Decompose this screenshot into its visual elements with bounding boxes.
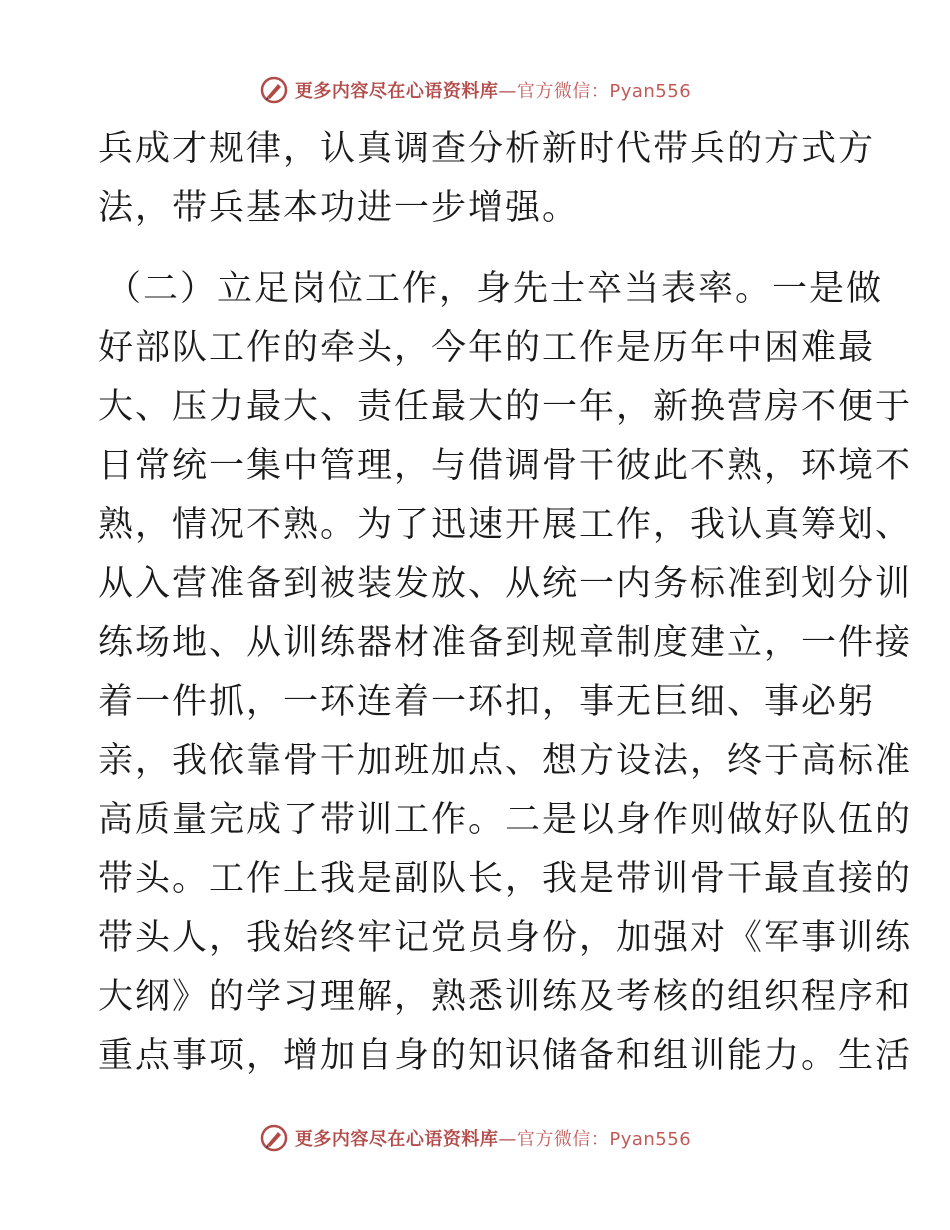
text-line: 日常统一集中管理，与借调骨干彼此不熟，环境不 bbox=[98, 446, 913, 486]
text-line: 亲，我依靠骨干加班加点、想方设法，终于高标准 bbox=[98, 741, 913, 781]
text-line: 带头人，我始终牢记党员身份，加强对《军事训练 bbox=[98, 918, 913, 958]
pen-logo-icon bbox=[259, 1123, 289, 1153]
text-line: 练场地、从训练器材准备到规章制度建立，一件接 bbox=[98, 623, 913, 663]
text-line: 大、压力最大、责任最大的一年，新换营房不便于 bbox=[98, 387, 913, 427]
pen-logo-icon bbox=[259, 75, 289, 105]
text-line: 兵成才规律，认真调查分析新时代带兵的方式方 bbox=[98, 129, 876, 169]
text-line: 着一件抓，一环连着一环扣，事无巨细、事必躬 bbox=[98, 682, 876, 722]
paragraph-1 bbox=[98, 120, 876, 238]
header-banner bbox=[0, 70, 950, 110]
banner-left-text: 更多内容尽在心语资料库 bbox=[294, 81, 499, 102]
banner-separator: — bbox=[498, 1129, 517, 1150]
banner-text bbox=[295, 1125, 691, 1151]
banner-contact-label: 官方微信： bbox=[516, 81, 610, 102]
text-line: 好部队工作的牵头，今年的工作是历年中困难最 bbox=[98, 328, 876, 368]
banner-contact-id: Pyan556 bbox=[609, 81, 692, 102]
text-line: 带头。工作上我是副队长，我是带训骨干最直接的 bbox=[98, 859, 913, 899]
text-line: （二）立足岗位工作，身先士卒当表率。一是做 bbox=[106, 269, 884, 309]
banner-text bbox=[295, 77, 691, 103]
banner-left-text: 更多内容尽在心语资料库 bbox=[294, 1129, 499, 1150]
paragraph-2 bbox=[98, 260, 913, 1086]
banner-contact-id: Pyan556 bbox=[609, 1129, 692, 1150]
text-line: 重点事项，增加自身的知识储备和组训能力。生活 bbox=[98, 1036, 913, 1076]
document-body bbox=[98, 120, 913, 1086]
banner-contact-label: 官方微信： bbox=[516, 1129, 610, 1150]
banner-separator: — bbox=[498, 81, 517, 102]
footer-banner bbox=[0, 1118, 950, 1158]
text-line: 大纲》的学习理解，熟悉训练及考核的组织程序和 bbox=[98, 977, 913, 1017]
text-line: 熟，情况不熟。为了迅速开展工作，我认真筹划、 bbox=[98, 505, 913, 545]
text-line: 从入营准备到被装发放、从统一内务标准到划分训 bbox=[98, 564, 913, 604]
text-line: 法，带兵基本功进一步增强。 bbox=[98, 188, 580, 228]
text-line: 高质量完成了带训工作。二是以身作则做好队伍的 bbox=[98, 800, 913, 840]
